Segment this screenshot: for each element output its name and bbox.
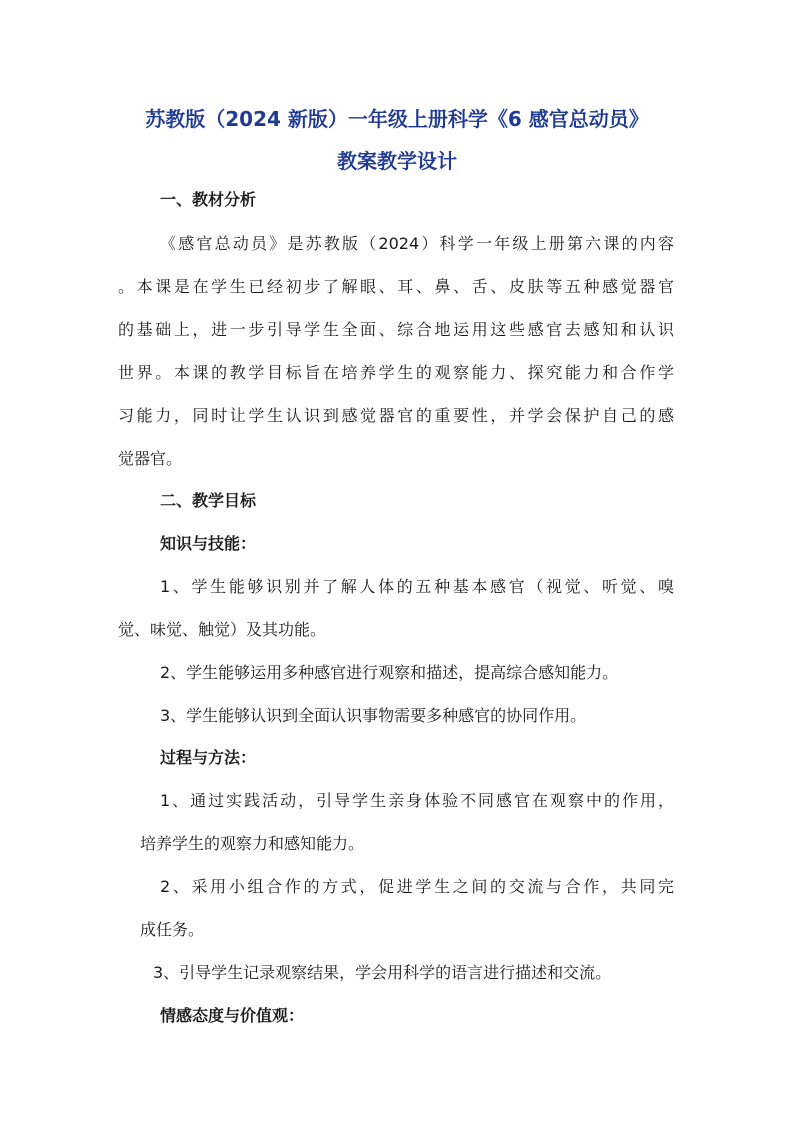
section-heading-materials-analysis: 一、教材分析: [160, 190, 257, 209]
paragraph-line: 世界。本课的教学目标旨在培养学生的观察能力、探究能力和合作学: [118, 363, 674, 382]
document-title-line-1: 苏教版（2024 新版）一年级上册科学《6 感官总动员》: [145, 107, 649, 131]
list-item-line: 成任务。: [140, 920, 205, 939]
document-title-line-2: 教案教学设计: [337, 149, 457, 173]
paragraph-line: 习能力，同时让学生认识到感觉器官的重要性，并学会保护自己的感: [118, 406, 674, 425]
subheading-emotional-attitude-values: 情感态度与价值观：: [160, 1006, 305, 1025]
paragraph-line: 觉器官。: [118, 449, 183, 468]
subheading-process-methods: 过程与方法：: [160, 748, 257, 767]
list-item: 3、引导学生记录观察结果，学会用科学的语言进行描述和交流。: [153, 963, 612, 982]
paragraph-line: 《感官总动员》是苏教版（2024）科学一年级上册第六课的内容: [160, 234, 674, 253]
list-item: 2、学生能够运用多种感官进行观察和描述，提高综合感知能力。: [160, 663, 619, 682]
paragraph-line: 的基础上，进一步引导学生全面、综合地运用这些感官去感知和认识: [118, 320, 674, 339]
list-item-line: 1、通过实践活动，引导学生亲身体验不同感官在观察中的作用，: [160, 791, 674, 810]
subheading-knowledge-skills: 知识与技能：: [160, 534, 257, 553]
list-item: 3、学生能够认识到全面认识事物需要多种感官的协同作用。: [160, 706, 587, 725]
list-item-line: 培养学生的观察力和感知能力。: [140, 834, 365, 853]
paragraph-line: 。本课是在学生已经初步了解眼、耳、鼻、舌、皮肤等五种感觉器官: [118, 277, 674, 296]
list-item-line: 觉、味觉、触觉）及其功能。: [118, 620, 327, 639]
section-heading-teaching-objectives: 二、教学目标: [160, 491, 257, 510]
list-item-line: 1、学生能够识别并了解人体的五种基本感官（视觉、听觉、嗅: [160, 577, 674, 596]
list-item-line: 2、采用小组合作的方式，促进学生之间的交流与合作，共同完: [160, 877, 674, 896]
